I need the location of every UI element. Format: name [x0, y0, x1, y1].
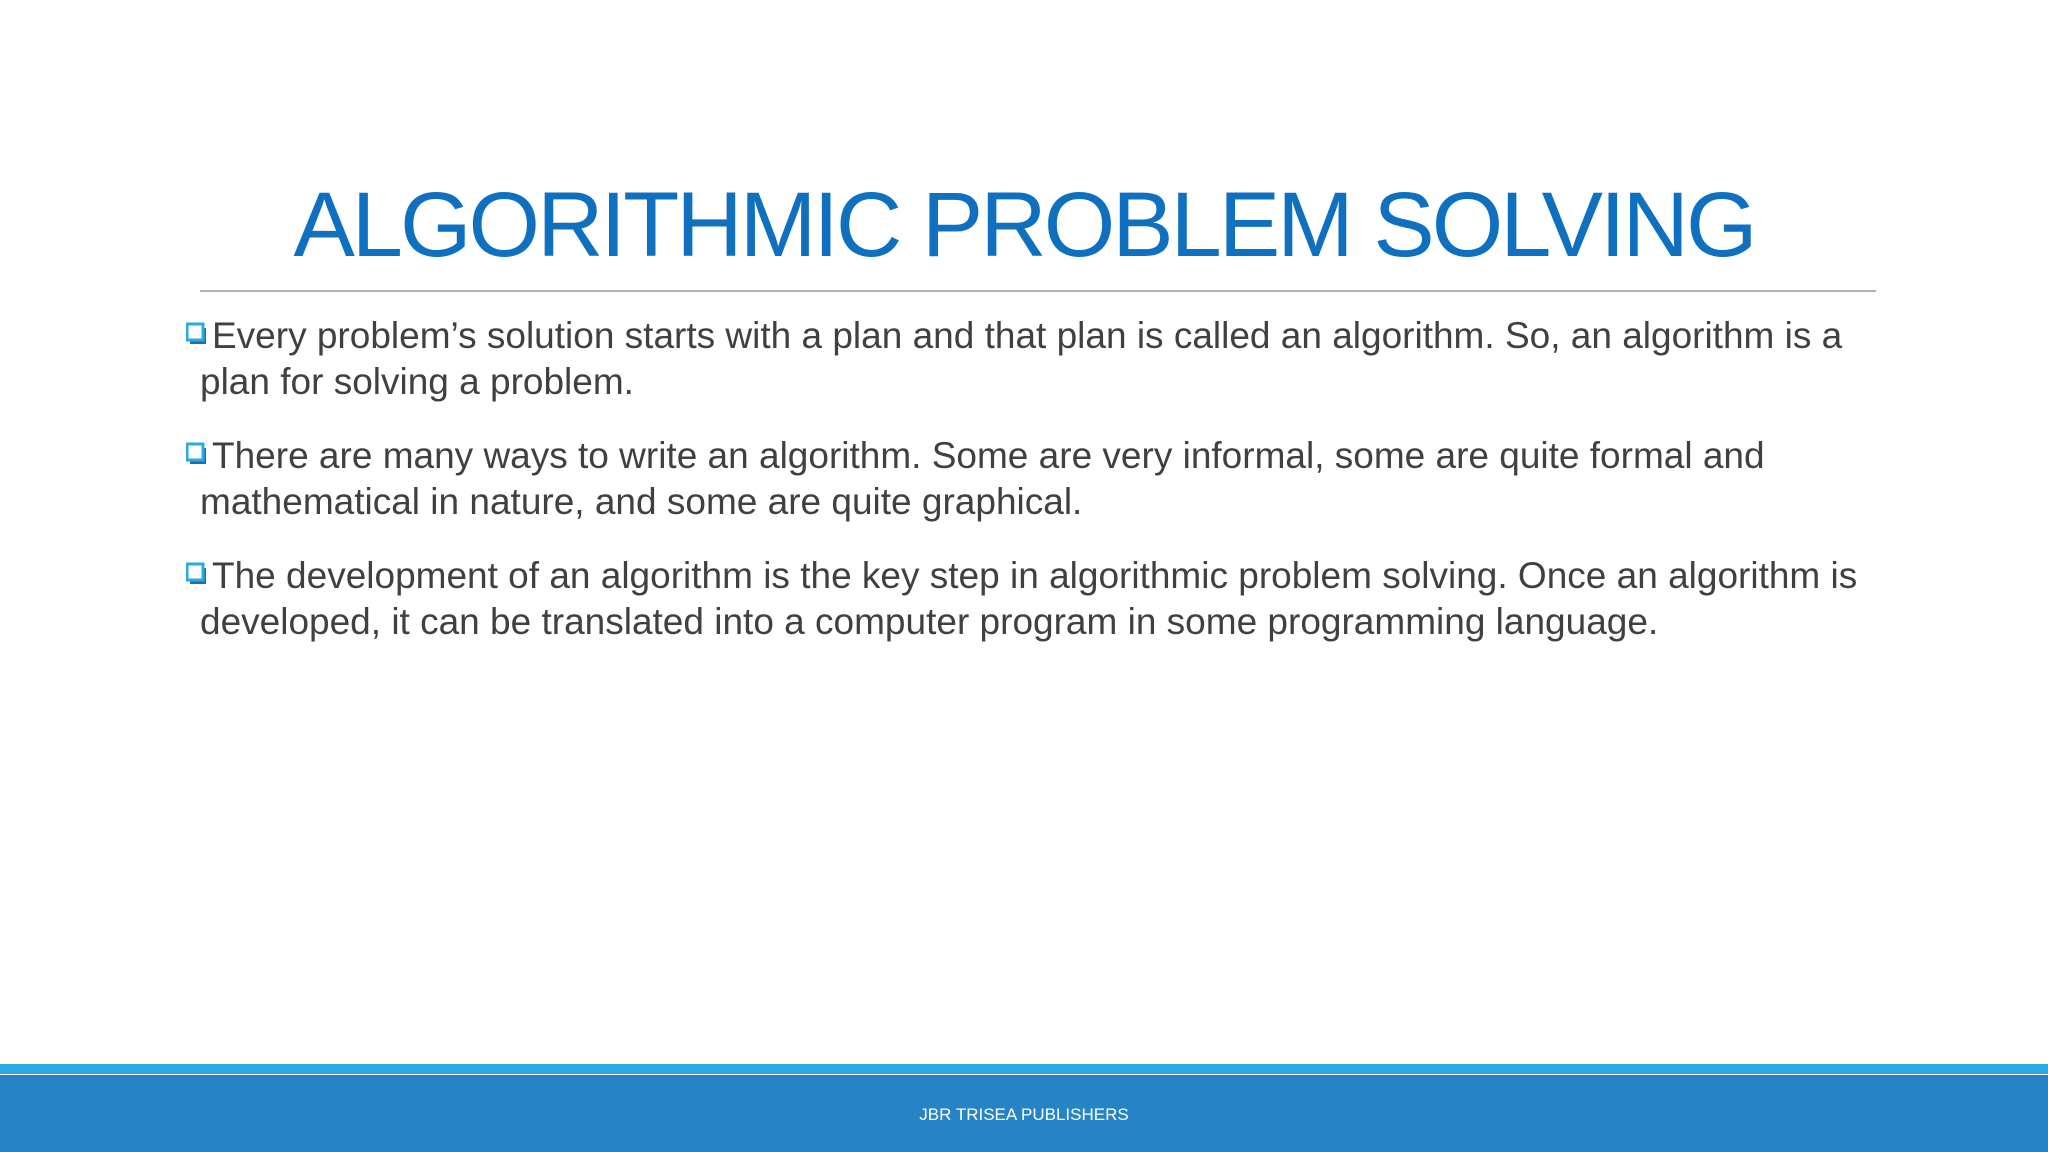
bullet-list — [186, 313, 1876, 673]
bullet-text: The development of an algorithm is the key step in algorithmic problem solving. Once an algorithm is developed, it can be translated into a computer program in some programming language. — [200, 555, 1858, 642]
checkbox-bullet-icon — [186, 322, 207, 345]
bullet-item — [186, 433, 1876, 525]
bullet-item — [186, 553, 1876, 645]
footer-accent-stripe — [0, 1064, 2048, 1074]
footer-text: JBR TRISEA PUBLISHERS — [919, 1105, 1129, 1124]
footer-bar — [0, 1075, 2048, 1152]
slide-title: ALGORITHMIC PROBLEM SOLVING — [293, 174, 1755, 276]
checkbox-bullet-icon — [186, 562, 207, 585]
bullet-text: Every problem’s solution starts with a plan and that plan is called an algorithm. So, an algorithm is a plan for solving a problem. — [200, 315, 1843, 402]
bullet-text: There are many ways to write an algorithm. Some are very informal, some are quite formal and mathematical in nature, and some are quite graphical. — [200, 435, 1765, 522]
bullet-item — [186, 313, 1876, 405]
checkbox-bullet-icon — [186, 442, 207, 465]
title-divider — [200, 290, 1876, 292]
